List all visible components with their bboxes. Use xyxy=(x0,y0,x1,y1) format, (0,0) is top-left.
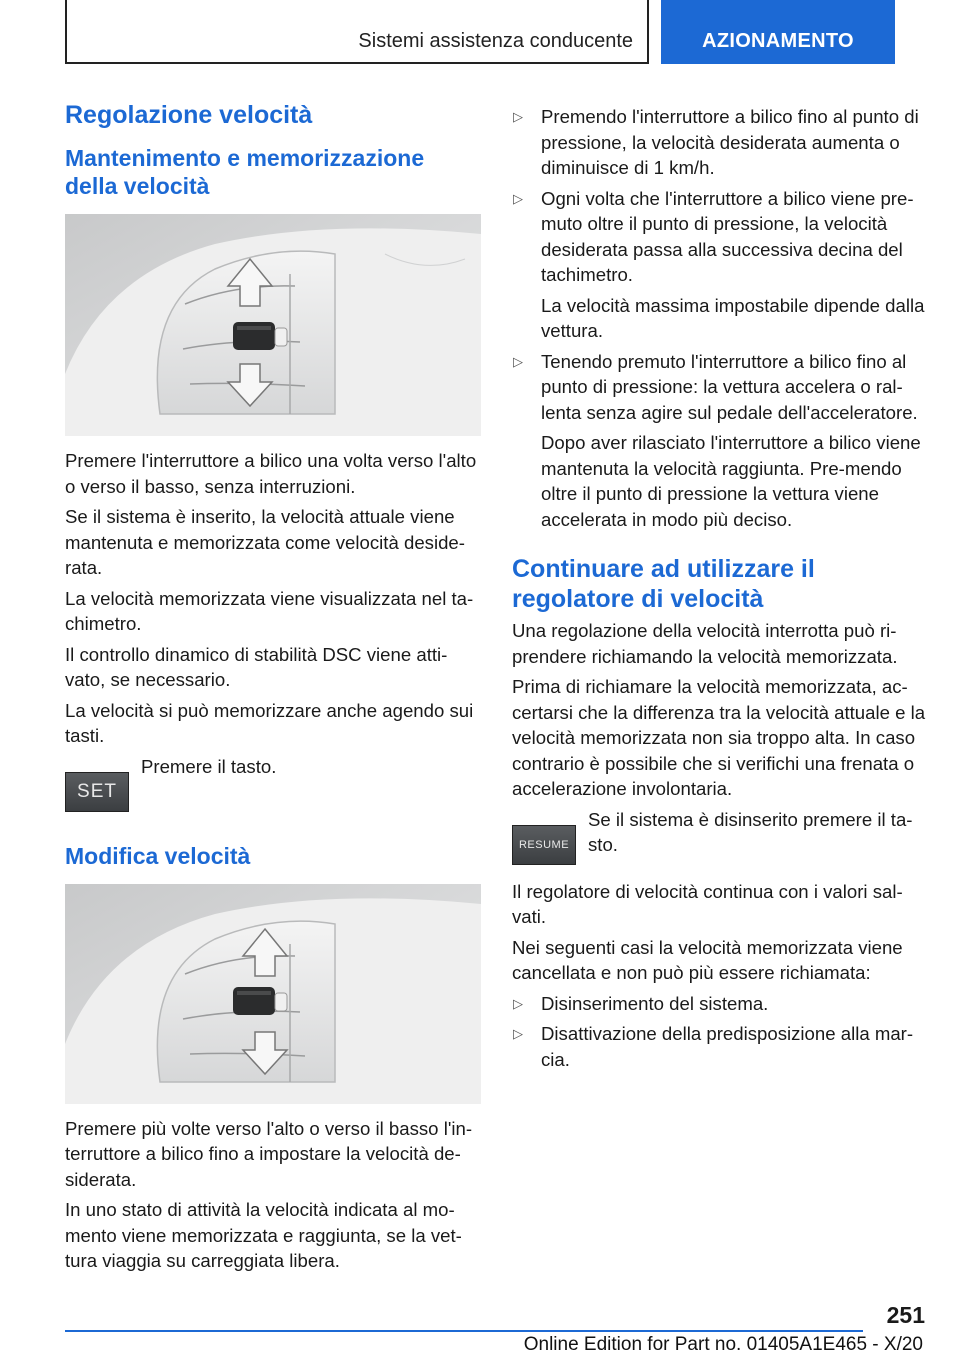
list-item: ▷ Disinserimento del sistema. xyxy=(512,991,928,1017)
right-column xyxy=(512,104,928,1077)
set-button-instruction xyxy=(65,754,481,812)
page-header xyxy=(65,0,895,64)
paragraph: Prima di richiamare la velocità memorizzata, ac-certarsi che la differenza tra la velocità attuale e la velocità memorizzata non sia troppo alta. In caso contrario è possibile che si verifichi una frenata o accelerazione involontaria. xyxy=(512,676,926,799)
steering-wheel-rocker-illustration xyxy=(65,884,481,1104)
heading-change-speed: Modifica velocità xyxy=(65,842,251,869)
paragraph: Una regolazione della velocità interrotta può ri-prendere richiamando la velocità memorizzata. xyxy=(512,620,898,667)
list-item: ▷ Ogni volta che l'interruttore a bilico viene pre-muto oltre il punto di pressione, la velocità desiderata passa alla successiva decina del tachimetro. xyxy=(513,187,914,285)
steering-wheel-rocker-figure-2 xyxy=(65,884,481,1104)
bullet-list-1 xyxy=(512,104,928,288)
triangle-bullet-icon: ▷ xyxy=(513,190,523,206)
paragraph: Il controllo dinamico di stabilità DSC viene atti-vato, se necessario. xyxy=(65,643,448,690)
paragraph: Nei seguenti casi la velocità memorizzata viene cancellata e non può più essere richiamata: xyxy=(512,936,903,983)
left-column xyxy=(65,100,481,1279)
triangle-bullet-icon: ▷ xyxy=(513,353,523,369)
paragraph: Se il sistema è inserito, la velocità attuale viene mantenuta e memorizzata come velocità deside-rata. xyxy=(65,506,465,578)
heading-speed-regulation: Regolazione velocità xyxy=(65,101,313,129)
list-item: ▷ Premendo l'interruttore a bilico fino al punto di pressione, la velocità desiderata aumenta o diminuisce di 1 km/h. xyxy=(513,106,919,178)
sub-paragraph: Dopo aver rilasciato l'interruttore a bilico viene mantenuta la velocità raggiunta. Pre-mendo oltre il punto di pressione la vettura viene accelerata in modo più deciso. xyxy=(541,432,921,530)
paragraph: In uno stato di attività la velocità indicata al mo-mento viene memorizzata e raggiunta, se la vet-tura viaggia su carreggiata libera. xyxy=(65,1199,462,1271)
list-item: ▷ Disattivazione della predisposizione alla mar-cia. xyxy=(513,1023,914,1070)
paragraph: Premere l'interruttore a bilico una volta verso l'alto o verso il basso, senza interruzioni. xyxy=(65,450,477,497)
bullet-list-2 xyxy=(512,349,928,426)
chapter-tab xyxy=(661,0,895,64)
steering-wheel-rocker-figure-1 xyxy=(65,214,481,436)
heading-continue-using: Continuare ad utilizzare il regolatore di velocità xyxy=(512,555,815,613)
paragraph: La velocità si può memorizzare anche agendo sui tasti. xyxy=(65,699,474,746)
page-number: 251 xyxy=(886,1302,925,1328)
section-title: Sistemi assistenza conducente xyxy=(358,30,633,52)
set-button-icon: SET xyxy=(65,772,129,812)
triangle-bullet-icon: ▷ xyxy=(513,1026,523,1041)
sub-paragraph: La velocità massima impostabile dipende dalla vettura. xyxy=(541,294,925,341)
set-button-text: Premere il tasto. xyxy=(141,755,277,777)
resume-button-icon: RESUME xyxy=(512,825,576,865)
resume-button-instruction xyxy=(512,807,928,865)
bullet-list-3 xyxy=(512,991,928,1073)
edition-text: Online Edition for Part no. 01405A1E465 - X/20 xyxy=(523,1334,923,1355)
paragraph: La velocità memorizzata viene visualizzata nel ta-chimetro. xyxy=(65,587,474,634)
paragraph: Il regolatore di velocità continua con i valori sal-vati. xyxy=(512,880,903,927)
resume-button-text: Se il sistema è disinserito premere il ta-sto. xyxy=(588,808,913,855)
section-tab xyxy=(65,0,649,64)
list-item: ▷ Tenendo premuto l'interruttore a bilico fino al punto di pressione: la vettura accelera o ral-lenta senza agire sul pedale dell'acceleratore. xyxy=(513,350,918,423)
steering-wheel-rocker-illustration xyxy=(65,214,481,436)
paragraph: Premere più volte verso l'alto o verso il basso l'in-terruttore a bilico fino a impostare la velocità de-siderata. xyxy=(65,1117,473,1190)
triangle-bullet-icon: ▷ xyxy=(513,995,523,1011)
chapter-title: AZIONAMENTO xyxy=(702,30,854,52)
footer-divider xyxy=(65,1330,863,1332)
heading-maintain-speed: Mantenimento e memorizzazione della velocità xyxy=(65,145,425,199)
triangle-bullet-icon: ▷ xyxy=(513,109,523,124)
